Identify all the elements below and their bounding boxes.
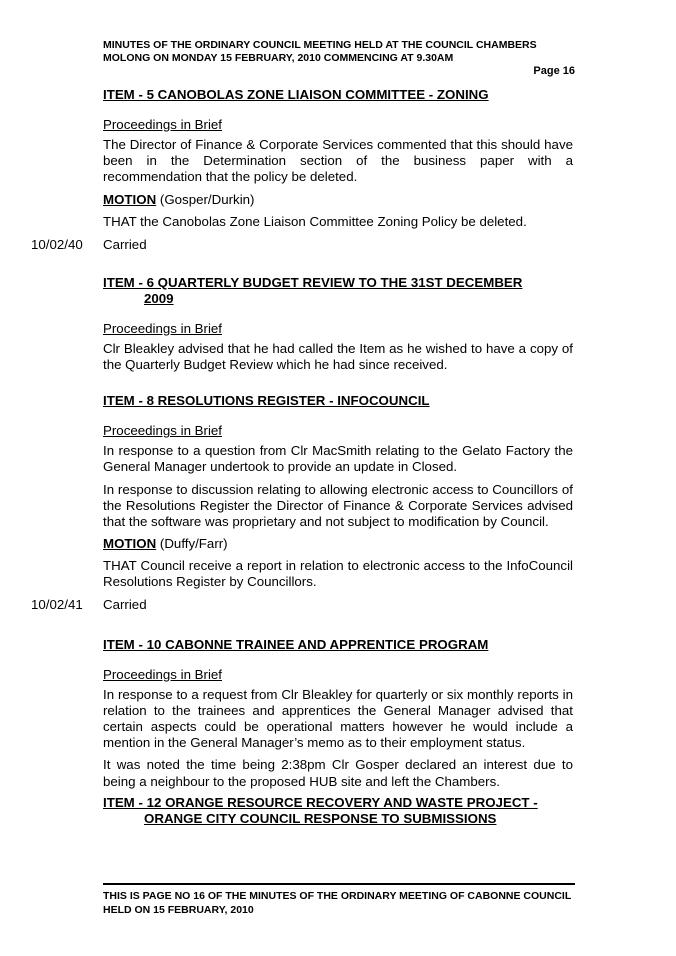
- item-6-heading-line2: 2009: [144, 290, 174, 306]
- item-8-motion: [103, 536, 573, 552]
- minutes-header-title: MINUTES OF THE ORDINARY COUNCIL MEETING HELD AT THE COUNCIL CHAMBERS MOLONG ON MONDAY 15 FEBRUARY, 2010 COMMENCING AT 9.30AM: [103, 39, 537, 64]
- item-5-motion: [103, 192, 573, 208]
- item-6-proceedings-label: Proceedings in Brief: [103, 320, 222, 336]
- item-8-motion-text: THAT Council receive a report in relation to electronic access to the InfoCouncil Resolutions Register by Councillors.: [103, 558, 573, 590]
- item-8-paragraph: In response to a question from Clr MacSmith relating to the Gelato Factory the General Manager undertook to provide an update in Closed.: [103, 443, 573, 475]
- minutes-body: [31, 84, 573, 827]
- page-number: Page 16: [533, 65, 575, 77]
- item-8-heading: ITEM - 8 RESOLUTIONS REGISTER - INFOCOUNCIL: [103, 393, 430, 409]
- item-5-proceedings-label: Proceedings in Brief: [103, 117, 222, 132]
- item-5-motion-movers: (Gosper/Durkin): [159, 191, 255, 207]
- item-10-proceedings-label: Proceedings in Brief: [103, 666, 222, 682]
- item-6-heading-line1: ITEM - 6 QUARTERLY BUDGET REVIEW TO THE 31ST DECEMBER: [103, 274, 523, 290]
- item-5-motion-text: THAT the Canobolas Zone Liaison Committee Zoning Policy be deleted.: [103, 213, 527, 229]
- item-12-heading-line2: ORANGE CITY COUNCIL RESPONSE TO SUBMISSIONS: [144, 810, 497, 826]
- page-footer: THIS IS PAGE NO 16 OF THE MINUTES OF THE ORDINARY MEETING OF CABONNE COUNCIL HELD ON 15 FEBRUARY, 2010: [103, 883, 575, 917]
- item-10-heading: ITEM - 10 CABONNE TRAINEE AND APPRENTICE PROGRAM: [103, 636, 489, 652]
- item-8-proceedings-label: Proceedings in Brief: [103, 423, 222, 439]
- item-5-resolution: [31, 236, 573, 253]
- item-8-motion-movers: (Duffy/Farr): [159, 536, 228, 552]
- resolution-number: 10/02/41: [31, 596, 83, 612]
- item-12-heading: [103, 795, 573, 827]
- item-6-paragraph: Clr Bleakley advised that he had called the Item as he wished to have a copy of the Quarterly Budget Review which he had since received.: [103, 340, 573, 373]
- item-5-paragraph: The Director of Finance & Corporate Services commented that this should have been in the Determination section of the business paper with a recommendation that the policy be deleted.: [103, 137, 573, 185]
- item-5-heading: ITEM - 5 CANOBOLAS ZONE LIAISON COMMITTEE - ZONING: [103, 87, 489, 102]
- item-5-motion-label: MOTION: [103, 191, 157, 207]
- item-8-motion-label: MOTION: [103, 536, 157, 552]
- item-10-paragraph: It was noted the time being 2:38pm Clr Gosper declared an interest due to being a neighbour to the proposed HUB site and left the Chambers.: [103, 757, 573, 789]
- resolution-outcome: Carried: [103, 596, 147, 612]
- item-8-paragraph: In response to discussion relating to allowing electronic access to Councillors of the Resolutions Register the Director of Finance & Corporate Services advised that the software was proprietary and not subject to modification by Council.: [103, 481, 573, 530]
- resolution-outcome: Carried: [103, 236, 147, 252]
- item-8-resolution: [31, 596, 573, 613]
- resolution-number: 10/02/40: [31, 236, 83, 252]
- item-12-heading-line1: ITEM - 12 ORANGE RESOURCE RECOVERY AND WASTE PROJECT -: [103, 794, 538, 810]
- item-10-paragraph: In response to a request from Clr Bleakley for quarterly or six monthly reports in relation to the trainees and apprentices the General Manager advised that certain aspects could be operational matters however he would include a mention in the General Manager’s memo as to their employment status.: [103, 686, 573, 751]
- item-6-heading: [103, 275, 573, 307]
